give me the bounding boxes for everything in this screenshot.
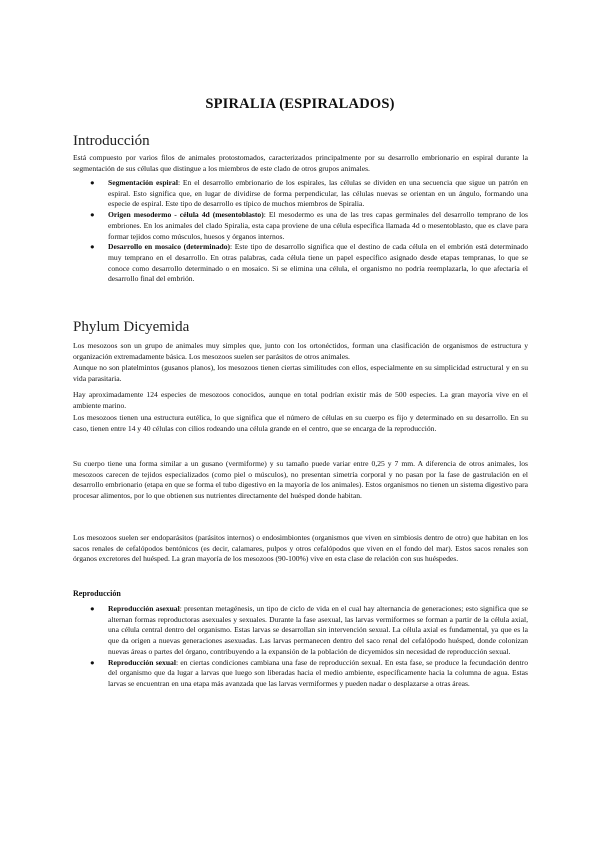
paragraph: Su cuerpo tiene una forma similar a un gusano (vermiforme) y su tamaño puede variar entre 0,25 y 7 mm. A diferencia de otros animales, los mesozoos carecen de tejidos especializados (como piel o músculos), no presentan simetría corporal y no pasan por la fase de gastrulación en el desarrollo embrionario (etapa en que se forma el tubo digestivo en la mayoría de los animales). Estos organismos no tienen un sistema digestivo para procesar alimentos, por lo que obtienen sus nutrientes directamente del huésped donde habitan.	[73, 459, 528, 501]
list-item	[90, 604, 529, 658]
bullet-text: : presentan metagénesis, un tipo de ciclo de vida en el cual hay alternancia de generaciones; esto significa que se alternan formas reproductoras asexuales y sexuales. Durante la fase asexual, las larvas vermiformes se forman a partir de la célula axial, una célula central dentro del organismo. Estas larvas se desarrollan sin intervención sexual. La célula axial es fundamental, ya que es la que da origen a nuevas generaciones asexuadas. Las larvas permanecen dentro del saco renal del cefalópodo huésped, donde colonizan nuevas áreas o partes del órgano, contribuyendo a la expansión de la población de dicyemidos sin necesidad de reproducción sexual.	[108, 604, 529, 656]
bullet-icon: ●	[90, 604, 95, 613]
bullet-term: Reproducción sexual	[108, 657, 176, 667]
section-heading-phylum-dicyemida: Phylum Dicyemida	[73, 319, 190, 335]
list-item	[90, 178, 528, 210]
document-title: SPIRALIA (ESPIRALADOS)	[205, 96, 395, 112]
bullet-text: : El mesodermo es una de las tres capas germinales del desarrollo temprano de los embriones. En los animales del clado Spiralia, esta capa proviene de una célula específica llamada 4d o mesentoblasto, que es clave para formar tejidos como músculos, huesos y órganos internos.	[108, 210, 529, 241]
list-item	[90, 242, 528, 285]
bullet-icon: ●	[90, 178, 95, 187]
paragraph: Los mesozoos suelen ser endoparásitos (parásitos internos) o endosimbiontes (organismos que viven en simbiosis dentro de otro) que habitan en los sacos renales de cefalópodos bentónicos (es decir, calamares, pulpos y otros cefalópodos que viven en el fondo del mar). Estos sacos renales son órganos excretores del huésped. La gran mayoría de los mesozoos (90-100%) vive en esta clase de relación con sus huéspedes.	[73, 533, 528, 564]
bullet-term: Origen mesodermo - célula 4d (mesentoblasto)	[108, 210, 264, 220]
bullet-text: : En el desarrollo embrionario de los espirales, las células se dividen en una secuencia que sigue un patrón en espiral. Esto significa que, en lugar de dividirse de forma perpendicular, las células nuevas se orientan en un ángulo, formando una especie de espiral. Este tipo de desarrollo es típico de muchos miembros de Spiralia.	[108, 178, 528, 209]
bullet-text: : en ciertas condiciones cambiana una fase de reproducción sexual. En esta fase, se produce la fecundación dentro del organismo que da lugar a larvas que luego son liberadas hacia el medio ambiente, específicamente hacia la columna de agua. Estas larvas se encuentran en una etapa más avanzada que las larvas vermiformes y pueden nadar o desplazarse a otras áreas.	[108, 657, 529, 688]
bullet-term: Reproducción asexual	[108, 604, 180, 613]
bullet-icon: ●	[90, 242, 95, 252]
paragraph: Los mesozoos tienen una estructura eutélica, lo que significa que el número de células en su cuerpo es fijo y determinado en su desarrollo. En su caso, tienen entre 14 y 40 células con cilios rodeando una célula grande en el centro, que se encarga de la reproducción.	[73, 413, 528, 433]
list-item	[90, 657, 529, 690]
intro-bullet-list	[90, 178, 529, 285]
paragraph: Hay aproximadamente 124 especies de mesozoos conocidos, aunque en total podrían existir más de 500 especies. La gran mayoría vive en el ambiente marino.	[73, 390, 528, 410]
bullet-icon: ●	[90, 210, 95, 220]
bullet-term: Segmentación espiral	[108, 178, 178, 187]
bullet-term: Desarrollo en mosaico (determinado)	[108, 242, 231, 252]
subheading-reproduccion: Reproducción	[73, 589, 121, 598]
bullet-icon: ●	[90, 657, 95, 667]
paragraph: Aunque no son platelmintos (gusanos planos), los mesozoos tienen ciertas similitudes con ellos, especialmente en su simplicidad estructural y en su vida parasitaria.	[73, 363, 528, 383]
section-heading-introduccion: Introducción	[73, 133, 150, 149]
reproduction-bullet-list	[90, 604, 529, 690]
list-item	[90, 210, 529, 242]
paragraph: Los mesozoos son un grupo de animales muy simples que, junto con los ortonéctidos, forman una clasificación de organismos de estructura y organización extremadamente básica. Los mesozoos suelen ser parásitos de otros animales.	[73, 341, 528, 361]
intro-paragraph: Está compuesto por varios filos de animales protostomados, caracterizados principalmente por su desarrollo embrionario en espiral durante la segmentación de sus células que distingue a los miembros de este clado de otros grupos animales.	[73, 153, 528, 173]
bullet-text: : Este tipo de desarrollo significa que el destino de cada célula en el embrión está determinado muy temprano en el desarrollo. En otras palabras, cada célula tiene un papel específico asignado desde etapas tempranas, lo que se conoce como desarrollo determinado o en mosaico. Si se elimina una célula, el organismo no podría reemplazarla, lo que afectaría el desarrollo final del embrión.	[108, 242, 528, 284]
